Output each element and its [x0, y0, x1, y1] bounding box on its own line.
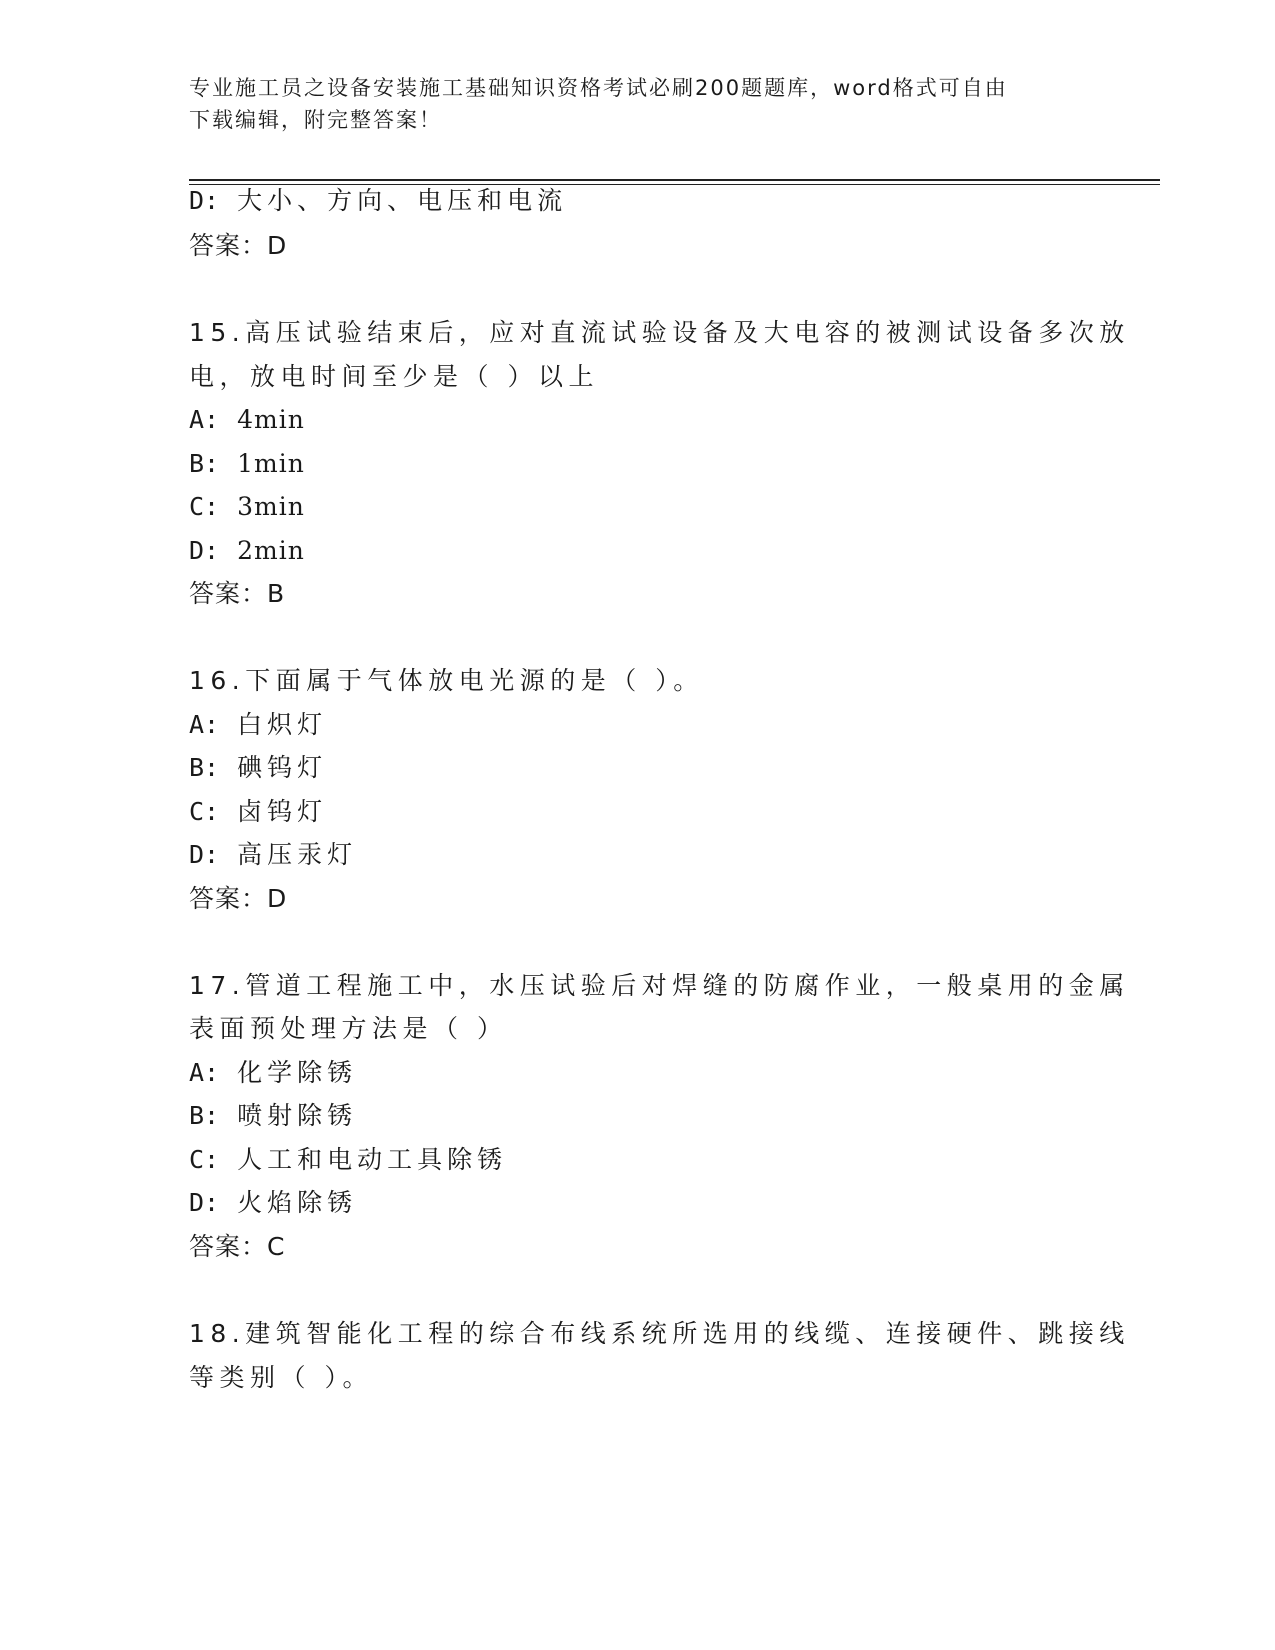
option-text: 大小、方向、电压和电流	[237, 186, 568, 215]
option-text: 火焰除锈	[237, 1188, 358, 1217]
option-label: C:	[189, 492, 220, 521]
q17-option-a	[189, 1058, 357, 1088]
partial-answer: 答案：D	[189, 231, 288, 260]
q16-option-d	[189, 840, 357, 870]
option-label: B:	[189, 449, 220, 478]
option-text: 卤钨灯	[237, 797, 328, 826]
q17-answer: 答案：C	[189, 1232, 286, 1261]
header-divider-thin	[189, 184, 1160, 185]
q15-answer: 答案：B	[189, 579, 286, 608]
option-label: B:	[189, 1101, 220, 1130]
q15-text-line-1: 15.高压试验结束后，应对直流试验设备及大电容的被测试设备多次放	[189, 318, 1130, 347]
header-line-2: 下载编辑，附完整答案！	[189, 108, 442, 132]
option-label: D:	[189, 186, 220, 215]
q17-text-line-1: 17.管道工程施工中，水压试验后对焊缝的防腐作业，一般桌用的金属	[189, 971, 1130, 1000]
option-text: 3min	[237, 492, 305, 521]
option-label: D:	[189, 1188, 220, 1217]
q16-option-c	[189, 797, 327, 827]
q15-option-c	[189, 492, 305, 522]
q16-option-a	[189, 710, 327, 740]
q15-text-line-2: 电，放电时间至少是（ ）以上	[189, 362, 599, 391]
option-label: D:	[189, 536, 220, 565]
q18-text-line-1: 18.建筑智能化工程的综合布线系统所选用的线缆、连接硬件、跳接线	[189, 1319, 1130, 1348]
q17-text-line-2: 表面预处理方法是（ ）	[189, 1014, 508, 1043]
document-header	[189, 72, 1069, 136]
option-text: 人工和电动工具除锈	[237, 1145, 508, 1174]
option-text: 喷射除锈	[237, 1101, 358, 1130]
q15-option-b	[189, 449, 305, 479]
option-label: A:	[189, 710, 220, 739]
q17-option-b	[189, 1101, 357, 1131]
header-line-1: 专业施工员之设备安装施工基础知识资格考试必刷200题题库，word格式可自由	[189, 76, 1008, 100]
q16-text-line-1: 16.下面属于气体放电光源的是（ ）。	[189, 666, 704, 695]
q17-option-c	[189, 1145, 507, 1175]
option-label: C:	[189, 1145, 220, 1174]
option-text: 白炽灯	[237, 710, 328, 739]
option-label: C:	[189, 797, 220, 826]
option-label: D:	[189, 840, 220, 869]
option-text: 高压汞灯	[237, 840, 358, 869]
option-label: A:	[189, 405, 220, 434]
option-text: 化学除锈	[237, 1058, 358, 1087]
option-text: 4min	[237, 405, 305, 434]
partial-option-d	[189, 186, 567, 216]
q15-option-d	[189, 536, 305, 566]
q18-text-line-2: 等类别（ ）。	[189, 1363, 373, 1392]
option-text: 1min	[237, 449, 305, 478]
option-text: 碘钨灯	[237, 753, 328, 782]
q16-answer: 答案：D	[189, 884, 288, 913]
q16-option-b	[189, 753, 327, 783]
option-label: A:	[189, 1058, 220, 1087]
header-divider-thick	[189, 179, 1160, 181]
option-text: 2min	[237, 536, 305, 565]
q17-option-d	[189, 1188, 357, 1218]
q15-option-a	[189, 405, 305, 435]
option-label: B:	[189, 753, 220, 782]
